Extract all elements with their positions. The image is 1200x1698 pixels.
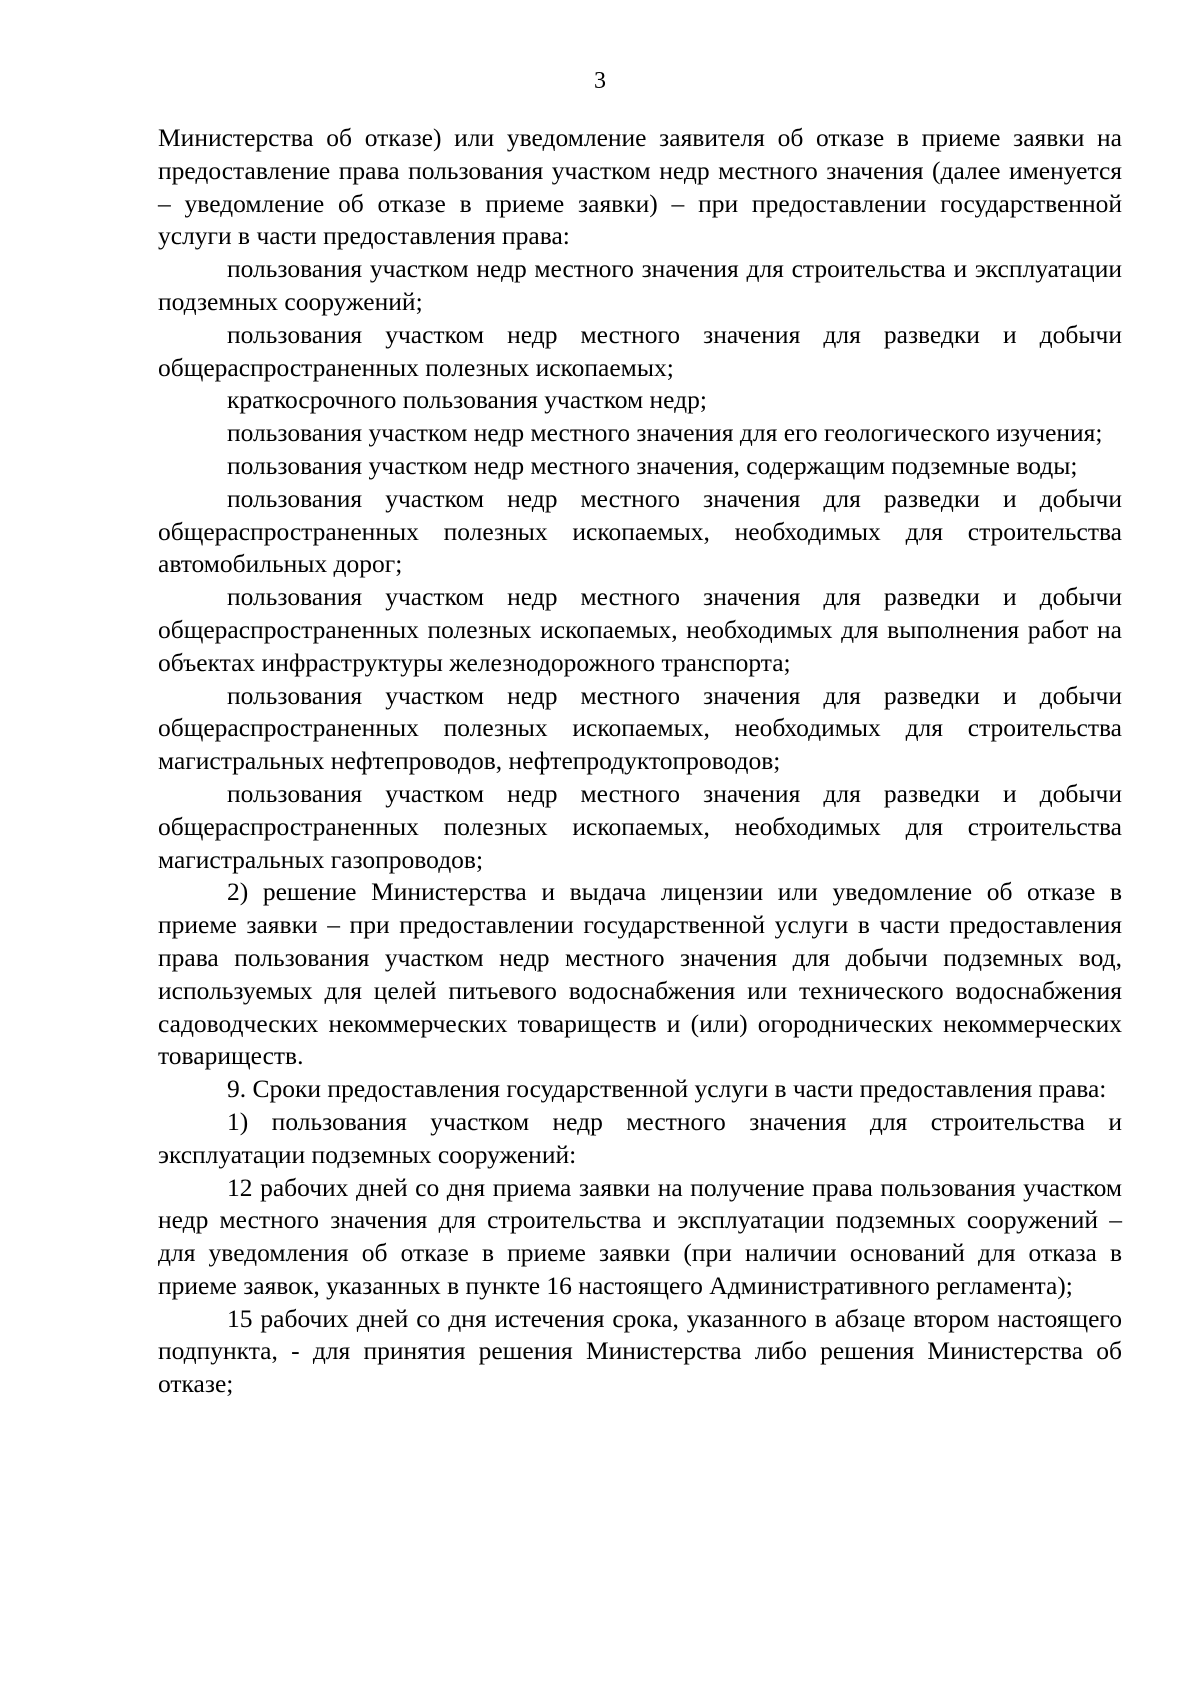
paragraph-subitem-1: 1) пользования участком недр местного значения для строительства и эксплуатации подземных сооружений: <box>158 1106 1122 1169</box>
list-item-common-minerals: пользования участком недр местного значения для разведки и добычи общераспространенных полезных ископаемых; <box>158 319 1122 382</box>
paragraph-continuation: Министерства об отказе) или уведомление заявителя об отказе в приеме заявки на предоставление права пользования участком недр местного значения (далее именуется – уведомление об отказе в приеме заявки) – при предоставлении государственной услуги в части предоставления права: <box>158 123 1122 251</box>
list-item-groundwater: пользования участком недр местного значения, содержащим подземные воды; <box>227 450 1078 480</box>
list-item-geological-study: пользования участком недр местного значения для его геологического изучения; <box>227 418 1103 448</box>
list-item-railway: пользования участком недр местного значения для разведки и добычи общераспространенных полезных ископаемых, необходимых для выполнения работ на объектах инфраструктуры железнодорожного транспорта; <box>158 582 1122 677</box>
list-item-roads: пользования участком недр местного значения для разведки и добычи общераспространенных полезных ископаемых, необходимых для строительства автомобильных дорог; <box>158 483 1122 579</box>
paragraph-12-days: 12 рабочих дней со дня приема заявки на получение права пользования участком недр местного значения для строительства и эксплуатации подземных сооружений – для уведомления об отказе в приеме заявки (при наличии оснований для отказа в приеме заявок, указанных в пункте 16 настоящего Административного регламента); <box>158 1172 1122 1300</box>
document-body <box>158 122 1122 1401</box>
paragraph-item-2: 2) решение Министерства и выдача лицензии или уведомление об отказе в приеме заявки – при предоставлении государственной услуги в части предоставления права пользования участком недр местного значения для добычи подземных вод, используемых для целей питьевого водоснабжения или технического водоснабжения садоводческих некоммерческих товариществ и (или) огороднических некоммерческих товариществ. <box>158 877 1122 1071</box>
page-number: 3 <box>594 68 606 94</box>
list-item-short-term-use: краткосрочного пользования участком недр; <box>227 385 707 415</box>
list-item-oil-pipelines: пользования участком недр местного значения для разведки и добычи общераспространенных полезных ископаемых, необходимых для строительства магистральных нефтепроводов, нефтепродуктопроводов; <box>158 680 1122 776</box>
list-item-underground-structures: пользования участком недр местного значения для строительства и эксплуатации подземных сооружений; <box>158 254 1122 316</box>
paragraph-section-9: 9. Сроки предоставления государственной услуги в части предоставления права: <box>227 1074 1107 1104</box>
paragraph-15-days: 15 рабочих дней со дня истечения срока, указанного в абзаце втором настоящего подпункта, - для принятия решения Министерства либо решения Министерства об отказе; <box>158 1303 1122 1399</box>
list-item-gas-pipelines: пользования участком недр местного значения для разведки и добычи общераспространенных полезных ископаемых, необходимых для строительства магистральных газопроводов; <box>158 778 1122 874</box>
